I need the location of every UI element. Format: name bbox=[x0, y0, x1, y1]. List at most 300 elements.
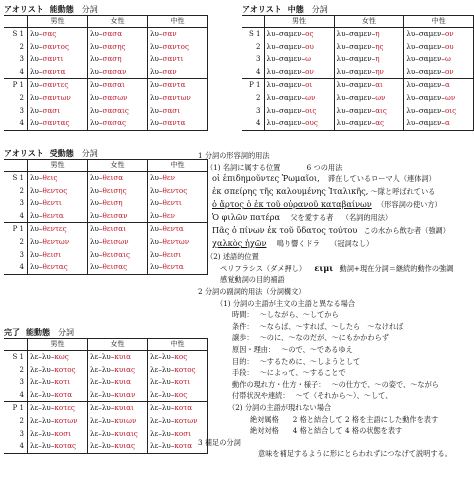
heading-supplementary: 3 補足の分詞 bbox=[198, 437, 241, 447]
use-gloss: 〜によって、〜することで bbox=[259, 368, 346, 378]
morpheme: λυ bbox=[90, 262, 99, 272]
form-cell: λε–λυ–κοτων bbox=[28, 415, 88, 428]
use-gloss: 〜て（それから〜）、〜して、 bbox=[295, 391, 393, 401]
form-cell: λυ–θεν bbox=[148, 210, 208, 223]
column-header: 中性 bbox=[148, 160, 208, 172]
table-row bbox=[242, 53, 474, 66]
table-row bbox=[4, 117, 208, 130]
form-cell: λυ–σαμεν–η bbox=[334, 28, 404, 41]
column-header: 男性 bbox=[264, 16, 334, 28]
morpheme: σασας bbox=[102, 118, 127, 128]
form-cell: λε–λυ–κοτας bbox=[28, 440, 88, 453]
table-row bbox=[4, 364, 208, 377]
table-row bbox=[4, 223, 208, 236]
morpheme: κυιαν bbox=[114, 389, 136, 399]
form-cell: λε–λυ–κως bbox=[28, 351, 88, 364]
form-cell: λυ–θεισι bbox=[28, 249, 88, 262]
morpheme: θεντων bbox=[162, 236, 190, 246]
form-cell: λυ–σασαις bbox=[88, 105, 148, 118]
morpheme: θεισαις bbox=[102, 249, 131, 259]
morpheme: θεντι bbox=[42, 198, 62, 208]
morpheme: ους bbox=[305, 118, 318, 128]
morpheme: λυ bbox=[150, 92, 159, 102]
morpheme: λυ bbox=[150, 80, 159, 90]
use-gloss: 2 格と結合して 2 格を主語にした動作を表す bbox=[292, 414, 439, 424]
case-label: S 1 bbox=[4, 351, 28, 364]
morpheme: ον bbox=[444, 66, 454, 76]
use-label: 目的： bbox=[232, 356, 254, 366]
form-cell: λυ–σαμεν–ω bbox=[264, 53, 334, 66]
morpheme: σαμεν bbox=[349, 105, 372, 115]
form-cell: λυ–σαμεν–ω bbox=[404, 53, 474, 66]
form-cell: λυ–σαντα bbox=[148, 117, 208, 130]
morpheme: λυ bbox=[41, 428, 51, 438]
morpheme: θεντος bbox=[42, 185, 68, 195]
form-cell: λυ–σαμεν–οις bbox=[404, 105, 474, 118]
table-row bbox=[4, 66, 208, 79]
morpheme: λυ bbox=[336, 105, 346, 115]
use-label: 動作の現れ方・仕方・様子： bbox=[232, 379, 326, 389]
table-row bbox=[4, 92, 208, 105]
supplementary-note: 意味を補足するように形にとらわれずにつなげて説明する。 bbox=[258, 449, 452, 459]
form-cell: λυ–σαμεν–ου bbox=[404, 41, 474, 54]
morpheme: λυ bbox=[150, 185, 159, 195]
morpheme: λυ bbox=[336, 66, 346, 76]
form-cell: λε–λυ–κυιαι bbox=[88, 402, 148, 415]
morpheme: θεισα bbox=[102, 173, 124, 182]
morpheme: σαμεν bbox=[349, 92, 372, 102]
morpheme: λυ bbox=[150, 105, 159, 115]
form-cell: λυ–σασων bbox=[88, 92, 148, 105]
case-label: P 1 bbox=[4, 79, 28, 92]
form-cell: λυ–θεισων bbox=[88, 236, 148, 249]
morpheme: λυ bbox=[30, 198, 39, 208]
morpheme: λυ bbox=[101, 415, 111, 425]
case-label: S 1 bbox=[242, 28, 264, 41]
morpheme: λυ bbox=[30, 185, 39, 195]
list-item bbox=[198, 367, 472, 379]
use-label: 条件： bbox=[232, 321, 254, 331]
morpheme: κοτας bbox=[54, 441, 77, 451]
form-cell: λυ–θεισας bbox=[88, 261, 148, 274]
form-cell: λυ–σαμεν–ους bbox=[264, 117, 334, 130]
table-row bbox=[4, 376, 208, 389]
list-item bbox=[198, 414, 472, 426]
case-label: P 1 bbox=[242, 79, 264, 92]
table-row bbox=[242, 41, 474, 54]
morpheme: σασα bbox=[102, 29, 123, 38]
morpheme: σαντα bbox=[42, 66, 66, 76]
morpheme: λυ bbox=[101, 403, 111, 413]
case-label: 2 bbox=[256, 93, 261, 102]
case-label: 4 bbox=[4, 389, 28, 402]
morpheme: λε bbox=[90, 403, 99, 413]
case-label: 4 bbox=[4, 66, 28, 79]
case-label: 3 bbox=[19, 55, 24, 64]
morpheme: λυ bbox=[406, 54, 416, 64]
morpheme: λυ bbox=[406, 66, 416, 76]
form-cell: λυ–θεντων bbox=[148, 236, 208, 249]
table-title bbox=[4, 327, 208, 338]
morpheme: λυ bbox=[266, 80, 276, 90]
morpheme: λυ bbox=[161, 428, 171, 438]
morpheme: λυ bbox=[90, 185, 99, 195]
table-row bbox=[4, 389, 208, 402]
form-cell: λυ–σασης bbox=[88, 41, 148, 54]
list-item bbox=[198, 425, 472, 437]
list-item bbox=[198, 356, 472, 368]
form-cell: λυ–θεν bbox=[148, 172, 208, 185]
form-cell: λε–λυ–κυιαις bbox=[88, 428, 148, 441]
morpheme: λυ bbox=[266, 105, 276, 115]
morpheme: ω bbox=[444, 54, 451, 64]
morpheme: λυ bbox=[30, 262, 39, 272]
morpheme: θεισης bbox=[102, 185, 127, 195]
form-cell: λυ–σαμεν–ας bbox=[334, 117, 404, 130]
morpheme: λυ bbox=[161, 389, 171, 399]
morpheme: σασι bbox=[162, 105, 181, 115]
morpheme: αις bbox=[375, 105, 387, 115]
morpheme: λυ bbox=[41, 364, 51, 374]
morpheme: κοτων bbox=[174, 415, 198, 425]
column-header: 女性 bbox=[88, 339, 148, 351]
morpheme: κοτι bbox=[174, 377, 191, 387]
morpheme: η bbox=[375, 29, 380, 38]
morpheme: σαμεν bbox=[279, 105, 302, 115]
form-cell: λυ–θεντος bbox=[148, 185, 208, 198]
morpheme: κοτα bbox=[174, 403, 193, 413]
morpheme: σαμεν bbox=[349, 66, 372, 76]
morpheme: κοτος bbox=[54, 364, 76, 374]
form-cell: λυ–σαμεν–ων bbox=[404, 92, 474, 105]
morpheme: λυ bbox=[150, 29, 159, 38]
morpheme: σαση bbox=[102, 54, 122, 64]
form-cell: λυ–σαν bbox=[148, 28, 208, 41]
example-gloss: 父を愛する者 bbox=[290, 213, 334, 223]
morpheme: σας bbox=[42, 29, 57, 38]
morpheme: λυ bbox=[336, 118, 346, 128]
example-gloss: 〜隊と呼ばれている bbox=[370, 187, 436, 197]
form-cell: λυ–θεισα bbox=[88, 172, 148, 185]
morpheme: αι bbox=[375, 80, 383, 90]
form-cell: λε–λυ–κοτι bbox=[148, 376, 208, 389]
morpheme: θεισαν bbox=[102, 210, 128, 220]
table-row bbox=[242, 79, 474, 92]
form-cell: λυ–θειση bbox=[88, 197, 148, 210]
case-label: 2 bbox=[19, 365, 24, 374]
example-greek: χαλκὸς ἠχῶν bbox=[212, 238, 267, 249]
form-cell: λυ–σαμεν–ων bbox=[264, 92, 334, 105]
table-aorist-middle bbox=[242, 4, 474, 131]
morpheme: σαμεν bbox=[418, 41, 442, 51]
tense-label: アオリスト bbox=[4, 149, 44, 158]
morpheme: λυ bbox=[336, 54, 346, 64]
form-cell: λε–λυ–κος bbox=[148, 351, 208, 364]
case-label: P 1 bbox=[4, 223, 28, 236]
morpheme: λυ bbox=[101, 377, 111, 387]
morpheme: θεν bbox=[162, 173, 175, 182]
paradigm-table bbox=[4, 338, 208, 454]
morpheme: λυ bbox=[90, 224, 99, 234]
morpheme: σαμεν bbox=[349, 54, 372, 64]
form-cell: λυ–σασι bbox=[28, 105, 88, 118]
morpheme: λυ bbox=[90, 54, 99, 64]
case-label: S 1 bbox=[4, 28, 28, 41]
table-row bbox=[4, 28, 208, 41]
morpheme: λυ bbox=[336, 41, 346, 51]
morpheme: σασων bbox=[102, 92, 128, 102]
morpheme: λυ bbox=[406, 92, 416, 102]
tense-label: アオリスト bbox=[242, 5, 282, 14]
morpheme: σαντι bbox=[42, 54, 64, 64]
case-label: 3 bbox=[256, 106, 261, 115]
column-header: 女性 bbox=[334, 16, 404, 28]
voice-label: 能動態 bbox=[26, 328, 50, 337]
list-item bbox=[198, 332, 472, 344]
form-cell: λε–λυ–κοτα bbox=[148, 402, 208, 415]
form-cell: λυ–σαμεν–ου bbox=[264, 41, 334, 54]
form-cell: λυ–θεντος bbox=[28, 185, 88, 198]
morpheme: σαμεν bbox=[279, 92, 302, 102]
column-header: 男性 bbox=[28, 339, 88, 351]
form-cell: λυ–σαμεν–ον bbox=[404, 28, 474, 41]
table-row bbox=[4, 249, 208, 262]
morpheme: σαμεν bbox=[418, 54, 442, 64]
subheading-no-subject: （2) 分詞の主語が現れない場合 bbox=[228, 402, 332, 412]
case-label: 2 bbox=[19, 93, 24, 102]
form-cell: λυ–σαμεν–α bbox=[404, 79, 474, 92]
morpheme: λε bbox=[150, 415, 159, 425]
form-cell: λυ–θεισαν bbox=[88, 210, 148, 223]
morpheme: λυ bbox=[150, 54, 159, 64]
morpheme: σαντος bbox=[42, 41, 69, 51]
voice-label: 能動態 bbox=[49, 5, 74, 14]
morpheme: λυ bbox=[161, 364, 171, 374]
table-title bbox=[4, 148, 208, 159]
morpheme: θεισων bbox=[102, 236, 129, 246]
case-label: 4 bbox=[4, 440, 28, 453]
use-label: 原因・理由： bbox=[232, 344, 276, 354]
table-row bbox=[4, 236, 208, 249]
morpheme: κυιων bbox=[114, 415, 137, 425]
morpheme: λυ bbox=[90, 210, 99, 220]
morpheme: λυ bbox=[406, 29, 416, 38]
case-label: 4 bbox=[4, 261, 28, 274]
morpheme: λυ bbox=[41, 415, 51, 425]
form-cell: λυ–σαντος bbox=[148, 41, 208, 54]
form-cell: λε–λυ–κυιας bbox=[88, 364, 148, 377]
mood-label: 分詞 bbox=[81, 5, 98, 14]
heading-adjectival: 1 分詞の形容詞的用法 bbox=[198, 151, 270, 160]
morpheme: λυ bbox=[30, 210, 39, 220]
morpheme: λυ bbox=[101, 352, 111, 361]
morpheme: η bbox=[375, 54, 380, 64]
tense-label: アオリスト bbox=[4, 5, 44, 14]
table-row bbox=[4, 351, 208, 364]
form-cell: λε–λυ–κοσι bbox=[28, 428, 88, 441]
morpheme: θεντα bbox=[162, 262, 184, 272]
morpheme: λε bbox=[150, 377, 159, 387]
list-item bbox=[198, 379, 472, 391]
form-cell: λυ–σαντι bbox=[28, 53, 88, 66]
case-label: 2 bbox=[19, 237, 24, 246]
form-cell: λυ–σαντες bbox=[28, 79, 88, 92]
morpheme: λυ bbox=[336, 92, 346, 102]
table-row bbox=[242, 117, 474, 130]
list-item bbox=[198, 309, 472, 321]
case-label: 3 bbox=[19, 250, 24, 259]
morpheme: λυ bbox=[30, 80, 39, 90]
morpheme: λυ bbox=[90, 92, 99, 102]
morpheme: σαντων bbox=[42, 92, 71, 102]
morpheme: ος bbox=[305, 29, 314, 38]
sense-verb-note: 感覚動詞の目的補語 bbox=[220, 275, 285, 285]
morpheme: λυ bbox=[161, 415, 171, 425]
case-label: 3 bbox=[19, 106, 24, 115]
morpheme: λε bbox=[30, 441, 39, 451]
case-label: 4 bbox=[242, 117, 264, 130]
form-cell: λε–λυ–κος bbox=[148, 389, 208, 402]
morpheme: λε bbox=[30, 352, 39, 361]
morpheme: σασαν bbox=[102, 66, 127, 76]
morpheme: κως bbox=[54, 352, 69, 361]
morpheme: σασης bbox=[102, 41, 126, 51]
morpheme: λε bbox=[150, 352, 159, 361]
morpheme: ον bbox=[305, 66, 314, 76]
morpheme: σαμεν bbox=[349, 80, 372, 90]
morpheme: λυ bbox=[90, 105, 99, 115]
column-header: 中性 bbox=[148, 16, 208, 28]
form-cell: λυ–σασι bbox=[148, 105, 208, 118]
case-label: 2 bbox=[256, 42, 261, 51]
form-cell: λυ–σαντος bbox=[28, 41, 88, 54]
table-row bbox=[4, 53, 208, 66]
table-title bbox=[4, 4, 208, 15]
morpheme: λε bbox=[30, 415, 39, 425]
morpheme: α bbox=[444, 118, 450, 128]
adverbial-uses-list bbox=[198, 309, 472, 402]
morpheme: λυ bbox=[101, 364, 111, 374]
morpheme: σαμεν bbox=[418, 66, 442, 76]
table-row bbox=[4, 79, 208, 92]
morpheme: οις bbox=[444, 105, 457, 115]
paradigm-table bbox=[4, 15, 208, 131]
table-aorist-passive bbox=[4, 148, 208, 275]
morpheme: λυ bbox=[266, 92, 276, 102]
morpheme: λυ bbox=[150, 66, 159, 76]
morpheme: λε bbox=[30, 364, 39, 374]
morpheme: λυ bbox=[406, 118, 416, 128]
example-greek: Ὁ φιλῶν πατέρα bbox=[212, 212, 281, 223]
morpheme: λε bbox=[90, 415, 99, 425]
use-label: 絶対対格 bbox=[250, 426, 279, 436]
morpheme: θεντων bbox=[42, 236, 70, 246]
case-label: 4 bbox=[4, 210, 28, 223]
morpheme: λε bbox=[30, 377, 39, 387]
example-gloss: 鳴り響くドラ bbox=[276, 239, 320, 249]
use-gloss: 〜ならば、〜すれば、〜したら 〜なければ bbox=[259, 321, 404, 331]
form-cell: λυ–θεντι bbox=[148, 197, 208, 210]
morpheme: ον bbox=[444, 29, 454, 38]
example-gloss: 滞在しているローマ人（連体詞） bbox=[327, 174, 436, 184]
table-row bbox=[4, 402, 208, 415]
morpheme: λε bbox=[150, 389, 159, 399]
form-cell: λυ–θεντι bbox=[28, 197, 88, 210]
morpheme: λυ bbox=[90, 80, 99, 90]
morpheme: λε bbox=[90, 364, 99, 374]
case-label: 4 bbox=[242, 66, 264, 79]
form-cell: λυ–σαμεν–οι bbox=[264, 79, 334, 92]
morpheme: σαμεν bbox=[279, 54, 302, 64]
table-row bbox=[242, 66, 474, 79]
form-cell: λε–λυ–κυιας bbox=[88, 440, 148, 453]
morpheme: κυιαι bbox=[114, 403, 134, 413]
morpheme: λυ bbox=[41, 441, 51, 451]
case-label: S 1 bbox=[4, 172, 28, 185]
morpheme: σασι bbox=[42, 105, 61, 115]
morpheme: λε bbox=[150, 364, 159, 374]
morpheme: λυ bbox=[150, 236, 159, 246]
morpheme: λυ bbox=[150, 173, 159, 182]
morpheme: κος bbox=[174, 389, 188, 399]
eimi-word: ειμι bbox=[314, 262, 334, 273]
form-cell: λυ–σαντων bbox=[148, 92, 208, 105]
paradigm-table bbox=[242, 15, 474, 131]
morpheme: λε bbox=[30, 403, 39, 413]
morpheme: θεντος bbox=[162, 185, 188, 195]
mood-label: 分詞 bbox=[58, 328, 74, 337]
morpheme: ου bbox=[444, 41, 454, 51]
morpheme: λυ bbox=[161, 441, 171, 451]
example-greek: Πᾶς ὁ πίνων ἐκ τοῦ ὕδατος τούτου bbox=[212, 225, 358, 236]
morpheme: κυια bbox=[114, 377, 131, 387]
morpheme: λυ bbox=[30, 54, 39, 64]
use-label: 時間： bbox=[232, 310, 254, 320]
morpheme: λυ bbox=[90, 118, 99, 128]
form-cell: λε–λυ–κοτα bbox=[28, 389, 88, 402]
use-gloss: 〜の仕方で、〜の姿で、〜ながら bbox=[331, 379, 439, 389]
morpheme: λυ bbox=[90, 41, 99, 51]
table-row bbox=[4, 41, 208, 54]
mood-label: 分詞 bbox=[81, 149, 98, 158]
table-row bbox=[4, 105, 208, 118]
morpheme: λυ bbox=[90, 249, 99, 259]
voice-label: 受動態 bbox=[49, 149, 74, 158]
form-cell: λυ–σαμεν–α bbox=[404, 117, 474, 130]
form-cell: λυ–σασα bbox=[88, 28, 148, 41]
morpheme: λε bbox=[90, 352, 99, 361]
morpheme: λυ bbox=[41, 377, 51, 387]
case-label: 3 bbox=[19, 378, 24, 387]
morpheme: λυ bbox=[406, 105, 416, 115]
morpheme: λυ bbox=[101, 441, 111, 451]
list-item bbox=[198, 321, 472, 333]
form-cell: λυ–σαμεν–ων bbox=[334, 92, 404, 105]
subheading-different-subject: （1) 分詞の主語が主文の主語と異なる場合 bbox=[216, 298, 356, 308]
morpheme: λε bbox=[30, 389, 39, 399]
example-gloss: （冠詞なし） bbox=[330, 239, 374, 249]
morpheme: κυια bbox=[114, 352, 131, 361]
case-label: P 1 bbox=[4, 402, 28, 415]
morpheme: σασαις bbox=[102, 105, 129, 115]
morpheme: θεντα bbox=[162, 224, 184, 234]
morpheme: λε bbox=[150, 403, 159, 413]
morpheme: κοσι bbox=[54, 428, 71, 438]
form-cell: λε–λυ–κοτα bbox=[148, 440, 208, 453]
use-label: 譲歩： bbox=[232, 333, 254, 343]
form-cell: λυ–σασαν bbox=[88, 66, 148, 79]
morpheme: ω bbox=[305, 54, 312, 64]
